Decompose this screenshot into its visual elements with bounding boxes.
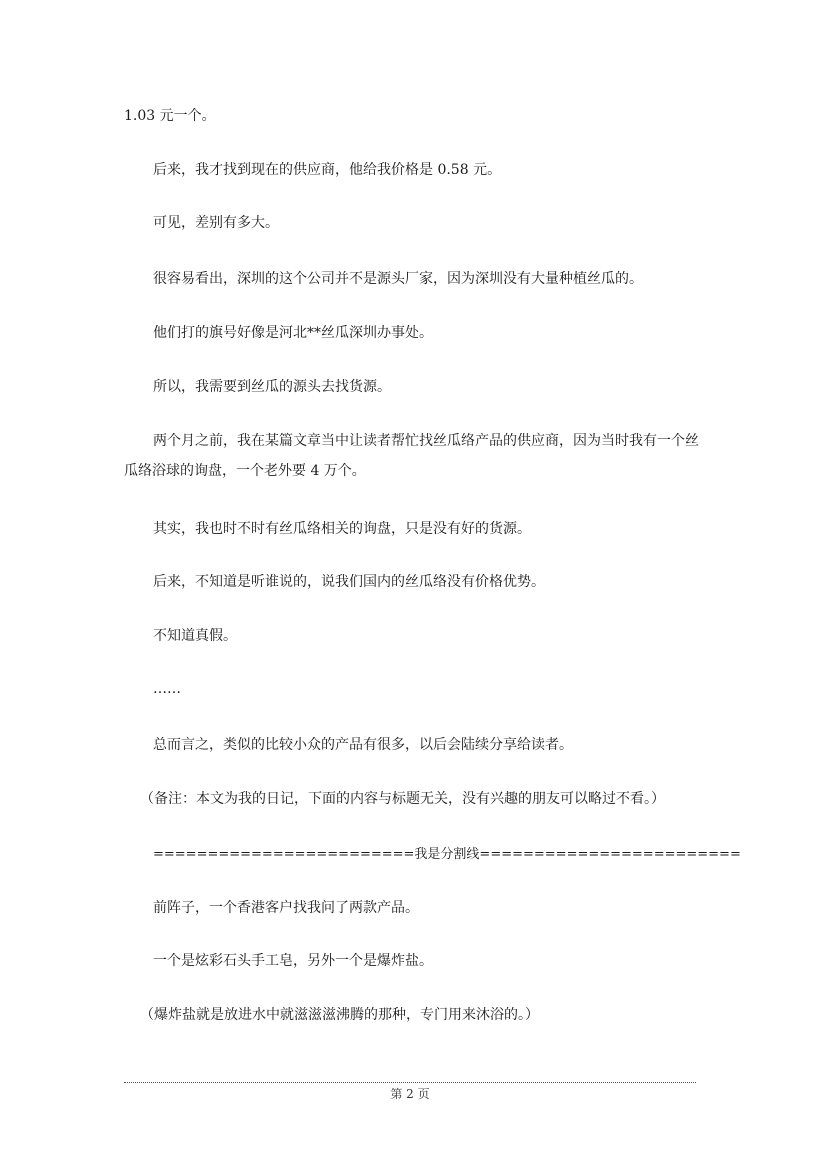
paragraph: 一个是炫彩石头手工皂，另外一个是爆炸盐。 (153, 953, 433, 969)
note-paragraph: （备注：本文为我的日记，下面的内容与标题无关，没有兴趣的朋友可以略过不看。） (140, 791, 665, 807)
paragraph: 其实，我也时不时有丝瓜络相关的询盘，只是没有好的货源。 (153, 521, 531, 537)
paragraph: 两个月之前，我在某篇文章当中让读者帮忙找丝瓜络产品的供应商，因为当时我有一个丝瓜络浴球的询盘，一个老外要 4 万个。 (124, 433, 699, 479)
paragraph: 很容易看出，深圳的这个公司并不是源头厂家，因为深圳没有大量种植丝瓜的。 (153, 271, 643, 287)
paragraph: 1.03 元一个。 (124, 108, 216, 124)
paragraph: 他们打的旗号好像是河北**丝瓜深圳办事处。 (153, 325, 433, 341)
footer-divider (124, 1082, 696, 1083)
page-number: 第 2 页 (390, 1087, 430, 1101)
paragraph: 总而言之，类似的比较小众的产品有很多，以后会陆续分享给读者。 (153, 737, 573, 753)
paragraph: 后来，我才找到现在的供应商，他给我价格是 0.58 元。 (153, 162, 502, 178)
note-paragraph: （爆炸盐就是放进水中就滋滋滋沸腾的那种，专门用来沐浴的。） (140, 1007, 539, 1023)
paragraph: 不知道真假。 (153, 628, 237, 644)
paragraph: 后来，不知道是听谁说的，说我们国内的丝瓜络没有价格优势。 (153, 574, 545, 590)
ellipsis: …… (153, 681, 181, 697)
paragraph: 可见，差别有多大。 (153, 215, 279, 231)
divider-line: ========================我是分割线======================== (153, 847, 741, 862)
paragraph: 前阵子，一个香港客户找我问了两款产品。 (153, 900, 419, 916)
paragraph: 所以，我需要到丝瓜的源头去找货源。 (153, 379, 391, 395)
